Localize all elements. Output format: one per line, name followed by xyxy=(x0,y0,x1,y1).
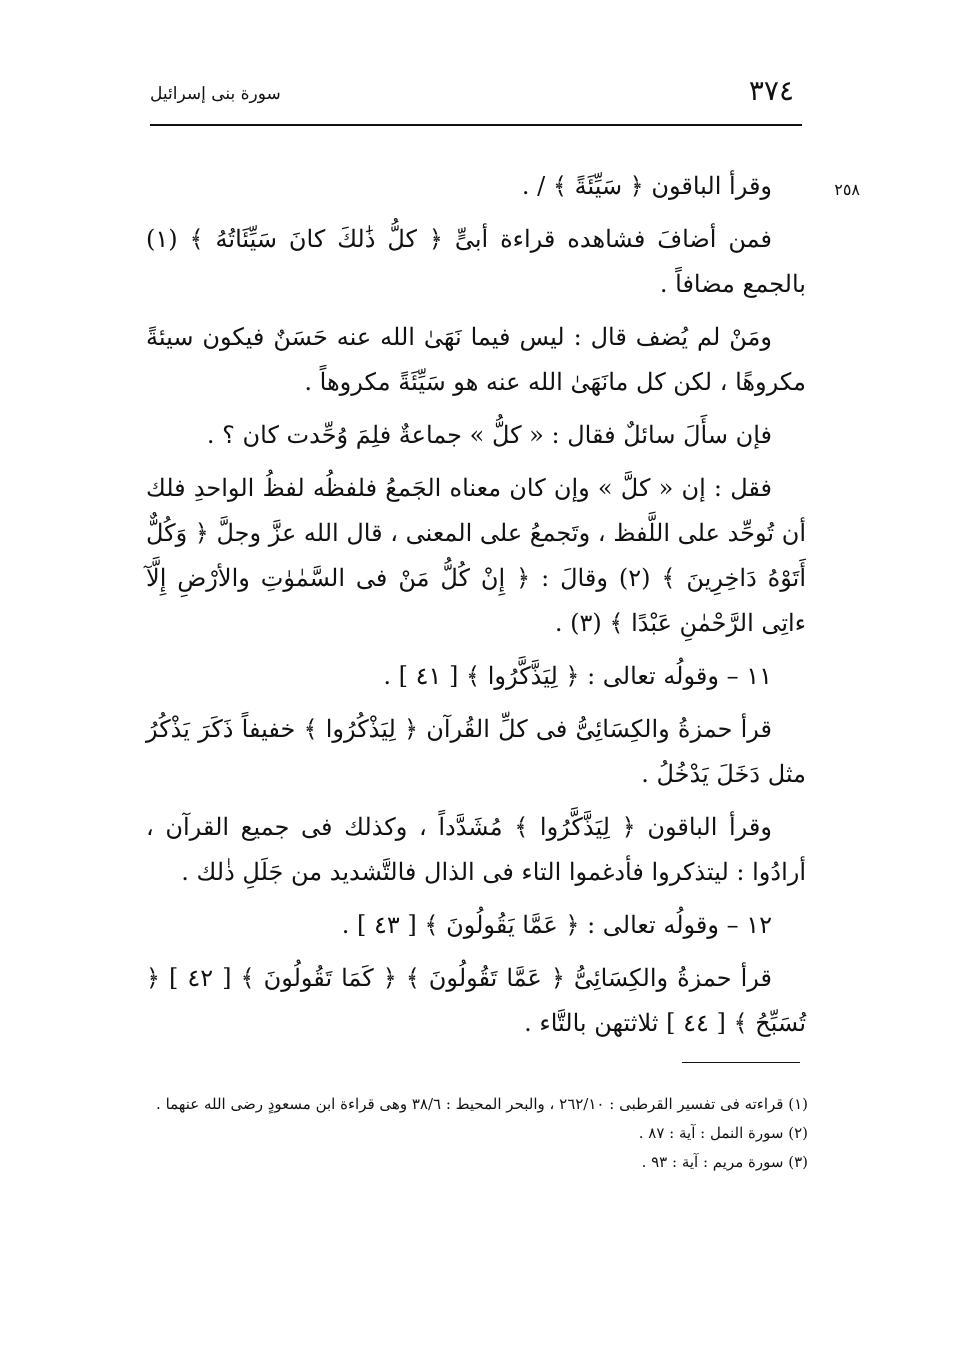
page-number: ٣٧٤ xyxy=(748,74,794,107)
footnote: (٢) سورة النمل : آية : ٨٧ . xyxy=(638,1124,808,1142)
paragraph: وقرأ الباقون ﴿ سَيِّئَةً ﴾ / . xyxy=(521,172,772,200)
paragraph: وقرأ الباقون ﴿ لِيَذَّكَّرُوا ﴾ مُشَدَّداً ، وكذلك فى جميع القرآن ، أرادُوا : ليتذكروا فأدغموا التاء فى الذال فالتَّشديد من جَلَلِ ذٰلك . xyxy=(146,813,806,886)
paragraph: فقل : إن « كلَّ » وإن كان معناه الجَمعُ فلفظُه لفظُ الواحدِ فلك أن تُوحِّد على اللَّفظ ، وتَجمعُ على المعنى ، قال الله عزَّ وجلَّ ﴿ وَكُلٌّ أَتَوْهُ دَاخِرِينَ ﴾ (٢) وقالَ : ﴿ إِنْ كُلُّ مَنْ فى السَّمٰوٰتِ والأرْضِ إِلَّآ ءاتِى الرَّحْمٰنِ عَبْدًا ﴾ (٣) . xyxy=(145,474,807,637)
paragraph: فإن سأَلَ سائلٌ فقال : « كلُّ » جماعةٌ فلِمَ وُحِّدت كان ؟ . xyxy=(206,421,772,449)
paragraph: ومَنْ لم يُضف قال : ليس فيما نَهَىٰ الله عنه حَسَنٌ فيكون سيئةً مكروهًا ، لكن كل مانَهَىٰ الله عنه هو سَيِّئَةً مكروهاً . xyxy=(146,323,806,396)
header-rule xyxy=(150,124,802,126)
paragraph: قرأ حمزةُ والكِسَائِىُّ ﴿ عَمَّا تَقُولُونَ ﴾ ﴿ كَمَا تَقُولُونَ ﴾ [ ٤٢ ] ﴿ تُسَبِّحُ ﴾ [ ٤٤ ] ثلاثتهن بالتَّاء . xyxy=(146,964,806,1037)
footnote: (٣) سورة مريم : آية : ٩٣ . xyxy=(641,1153,808,1171)
main-text xyxy=(146,164,806,1054)
footnotes xyxy=(146,1090,808,1177)
verse-heading: ١١ – وقولُه تعالى : ﴿ لِيَذَّكَّرُوا ﴾ [ ٤١ ] . xyxy=(383,662,772,690)
verse-heading: ١٢ – وقولُه تعالى : ﴿ عَمَّا يَقُولُونَ ﴾ [ ٤٣ ] . xyxy=(341,911,772,939)
footnote: (١) قراءته فى تفسير القرطبى : ٢٦٢/١٠ ، والبحر المحيط : ٣٨/٦ وهى قراءة ابن مسعودٍ رضى الله عنهما . xyxy=(156,1095,808,1113)
running-header-title: سورة بنى إسرائيل xyxy=(150,84,281,104)
paragraph: فمن أضافَ فشاهده قراءة أبىٍّ ﴿ كلُّ ذَٰلكَ كانَ سَيِّئَاتُهُ ﴾ (١) بالجمع مضافاً . xyxy=(146,225,806,298)
paragraph: قرأ حمزةُ والكِسَائِىُّ فى كلِّ القُرآن ﴿ لِيَذْكُرُوا ﴾ خفيفاً ذَكَرَ يَذْكُرُ مثل دَخَلَ يَدْخُلُ . xyxy=(146,715,806,788)
margin-reference-number: ٢٥٨ xyxy=(834,180,860,199)
footnote-rule xyxy=(682,1062,800,1063)
